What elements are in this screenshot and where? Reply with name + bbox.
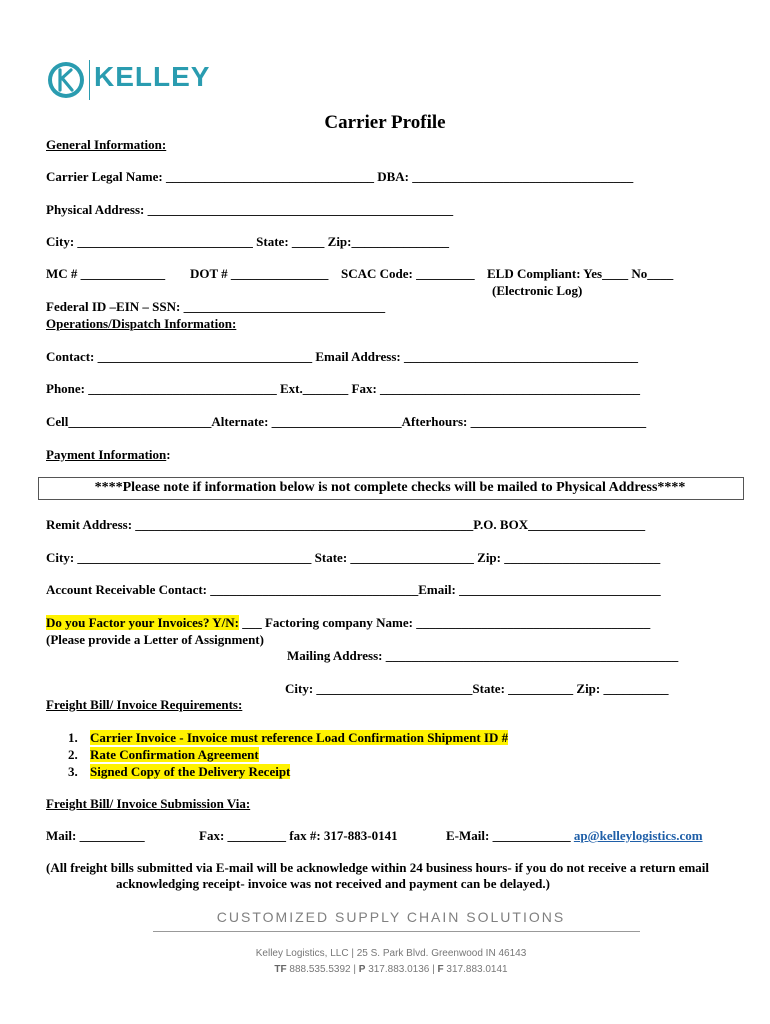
factoring-company-field: ___ Factoring company Name: ____________________________________	[238, 615, 651, 630]
fax-field: Fax: _________ fax #: 317-883-0141	[199, 828, 398, 843]
mail-field: Mail: __________	[46, 828, 145, 843]
separator: |	[353, 964, 356, 975]
remit-line: Remit Address: ____________________________________________________P.O. BOX__________________	[46, 517, 646, 532]
payment-heading-colon: :	[166, 447, 171, 462]
tf-label: TF	[274, 964, 287, 975]
list-item	[68, 764, 508, 781]
footer-tagline: CUSTOMIZED SUPPLY CHAIN SOLUTIONS	[216, 909, 566, 925]
list-text: Signed Copy of the Delivery Receipt	[90, 764, 291, 779]
physical-address-line: Physical Address: _______________________________________________	[46, 202, 454, 217]
factoring-city-line: City: ________________________State: __________ Zip: __________	[285, 681, 669, 696]
submission-note-2: acknowledging receipt- invoice was not received and payment can be delayed.)	[116, 876, 550, 891]
list-number: 2.	[68, 747, 78, 762]
dot-field: DOT # _______________	[190, 266, 329, 281]
contact-line: Contact: _________________________________ Email Address: ____________________________________	[46, 349, 638, 364]
payment-heading-text: Payment Information	[46, 447, 167, 462]
footer-divider	[153, 931, 640, 932]
kelley-logo	[46, 58, 216, 102]
p-label: P	[358, 964, 366, 975]
submission-note-1: (All freight bills submitted via E-mail will be acknowledge within 24 business hours- if you do not receive a return email	[46, 860, 710, 875]
factor-question: Do you Factor your Invoices? Y/N:	[46, 615, 239, 630]
cell-line: Cell______________________Alternate: ____________________Afterhours: ___________________________	[46, 414, 647, 429]
payment-heading	[46, 447, 171, 463]
email-label: E-Mail: ____________	[446, 828, 571, 843]
email-link[interactable]: ap@kelleylogistics.com	[573, 828, 703, 843]
legal-name-line: Carrier Legal Name: ________________________________ DBA: __________________________________	[46, 169, 634, 184]
tf-number: 888.535.5392	[289, 964, 351, 975]
list-text: Carrier Invoice - Invoice must reference Load Confirmation Shipment ID #	[90, 730, 509, 745]
freight-req-heading: Freight Bill/ Invoice Requirements:	[46, 697, 243, 712]
page-title: Carrier Profile	[324, 112, 446, 133]
notice-text: ****Please note if information below is not complete checks will be mailed to Physical Address****	[94, 480, 686, 495]
list-item	[68, 747, 508, 764]
email-field	[446, 828, 703, 844]
ops-heading: Operations/Dispatch Information:	[46, 316, 237, 331]
mc-field: MC # _____________	[46, 266, 166, 281]
f-label: F	[437, 964, 444, 975]
f-number: 317.883.0141	[446, 964, 508, 975]
general-city-line: City: ___________________________ State: _____ Zip:_______________	[46, 234, 449, 249]
footer-address: Kelley Logistics, LLC | 25 S. Park Blvd. Greenwood IN 46143	[255, 948, 527, 959]
separator: |	[432, 964, 435, 975]
general-heading: General Information:	[46, 137, 167, 152]
federal-id-line: Federal ID –EIN – SSN: _______________________________	[46, 299, 386, 314]
phone-line: Phone: _____________________________ Ext._______ Fax: ________________________________________	[46, 381, 641, 396]
logo-mark-icon	[46, 60, 86, 100]
ar-contact-line: Account Receivable Contact: ________________________________Email: _______________________________	[46, 582, 661, 597]
list-text: Rate Confirmation Agreement	[90, 747, 259, 762]
scac-field: SCAC Code: _________	[341, 266, 475, 281]
factor-line	[46, 615, 650, 631]
footer-phones	[0, 964, 770, 975]
list-number: 1.	[68, 730, 78, 745]
logo-divider	[89, 60, 90, 100]
submission-heading: Freight Bill/ Invoice Submission Via:	[46, 796, 251, 811]
p-number: 317.883.0136	[368, 964, 430, 975]
eld-note: (Electronic Log)	[492, 283, 583, 298]
loa-note: (Please provide a Letter of Assignment)	[46, 632, 264, 647]
eld-field: ELD Compliant: Yes____ No____	[487, 266, 674, 281]
logo-wordmark: KELLEY	[94, 61, 211, 92]
freight-req-list	[68, 730, 508, 781]
payment-city-line: City: ____________________________________ State: ___________________ Zip: ________________________	[46, 550, 661, 565]
list-number: 3.	[68, 764, 78, 779]
mailing-address-line: Mailing Address: _____________________________________________	[287, 648, 679, 663]
list-item	[68, 730, 508, 747]
